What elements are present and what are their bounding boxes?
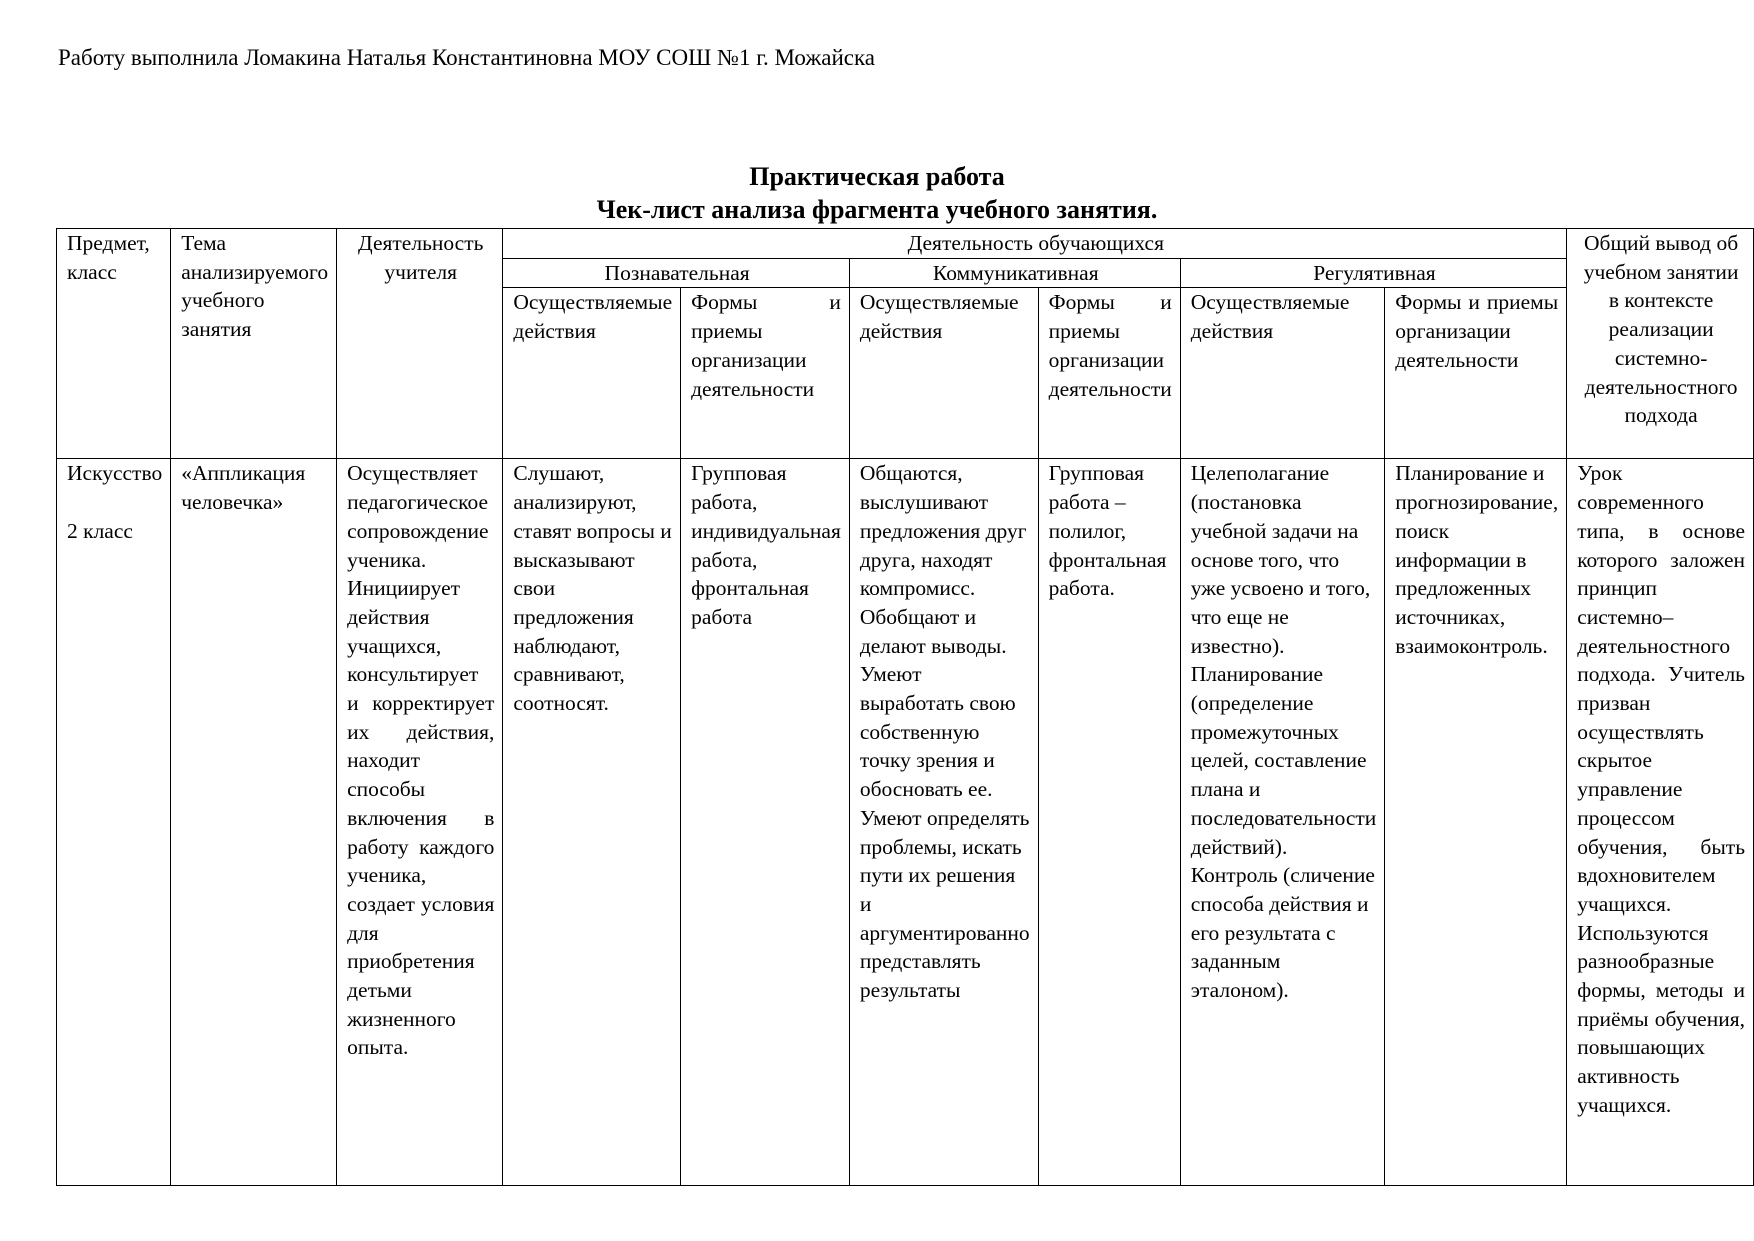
header-communicative-forms: Формы и приемы организации деятельности	[1038, 288, 1180, 459]
header-regulatory-actions: Осуществляемые действия	[1180, 288, 1385, 459]
header-conclusion: Общий вывод об учебном занятии в контексте реализации системно-деятельностного подхода	[1567, 229, 1754, 459]
subject-text: Искусство	[67, 461, 163, 486]
cell-topic: «Аппликация человечка»	[171, 459, 337, 1186]
header-students: Деятельность обучающихся	[503, 229, 1567, 259]
document-title: Практическая работа	[749, 162, 1005, 191]
checklist-table	[56, 228, 1754, 1186]
header-communicative-actions: Осуществляемые действия	[849, 288, 1038, 459]
header-cognitive-forms: Формы и приемы организации деятельности	[681, 288, 850, 459]
cell-conclusion: Урок современного типа, в основе которого заложен принцип системно–деятельностного подхода. Учитель призван осуществлять скрытое управление процессом обучения, быть вдохновителем учащихся. Используются разнообразные формы, методы и приёмы обучения, повышающих активность учащихся.	[1567, 459, 1754, 1186]
header-regulatory: Регулятивная	[1180, 258, 1566, 288]
cell-cognitive-actions: Слушают, анализируют, ставят вопросы и высказывают свои предложения наблюдают, сравнивают, соотносят.	[503, 459, 681, 1186]
header-communicative: Коммуникативная	[849, 258, 1180, 288]
cell-communicative-actions: Общаются, выслушивают предложения друг друга, находят компромисс. Обобщают и делают выводы. Умеют выработать свою собственную точку зрения и обосновать ее. Умеют определять проблемы, искать пути их решения и аргументированно представлять результаты	[849, 459, 1038, 1186]
header-subject: Предмет, класс	[57, 229, 171, 459]
cell-teacher: Осуществляет педагогическое сопровождение ученика. Инициирует действия учащихся, консультирует и корректирует их действия, находит способы включения в работу каждого ученика, создает условия для приобретения детьми жизненного опыта.	[337, 459, 503, 1186]
header-topic: Тема анализируемого учебного занятия	[171, 229, 337, 459]
header-cognitive-actions: Осуществляемые действия	[503, 288, 681, 459]
cell-cognitive-forms: Групповая работа, индивидуальная работа, фронтальная работа	[681, 459, 850, 1186]
cell-regulatory-actions: Целеполагание (постановка учебной задачи на основе того, что уже усвоено и того, что еще не известно). Планирование (определение промежуточных целей, составление плана и последовательности действий). Контроль (сличение способа действия и его результата с заданным эталоном).	[1180, 459, 1385, 1186]
cell-regulatory-forms: Планирование и прогнозирование, поиск информации в предложенных источниках, взаимоконтроль.	[1385, 459, 1567, 1186]
document-subtitle: Чек-лист анализа фрагмента учебного занятия.	[596, 195, 1158, 224]
header-row-1	[57, 229, 1754, 259]
header-regulatory-forms: Формы и приемы организации деятельности	[1385, 288, 1567, 459]
table-row	[57, 459, 1754, 1186]
cell-subject	[57, 459, 171, 1186]
header-teacher: Деятельность учителя	[337, 229, 503, 459]
cell-communicative-forms: Групповая работа – полилог, фронтальная работа.	[1038, 459, 1180, 1186]
author-line: Работу выполнила Ломакина Наталья Константиновна МОУ СОШ №1 г. Можайска	[58, 45, 876, 70]
grade-text: 2 класс	[67, 518, 133, 543]
header-cognitive: Познавательная	[503, 258, 849, 288]
